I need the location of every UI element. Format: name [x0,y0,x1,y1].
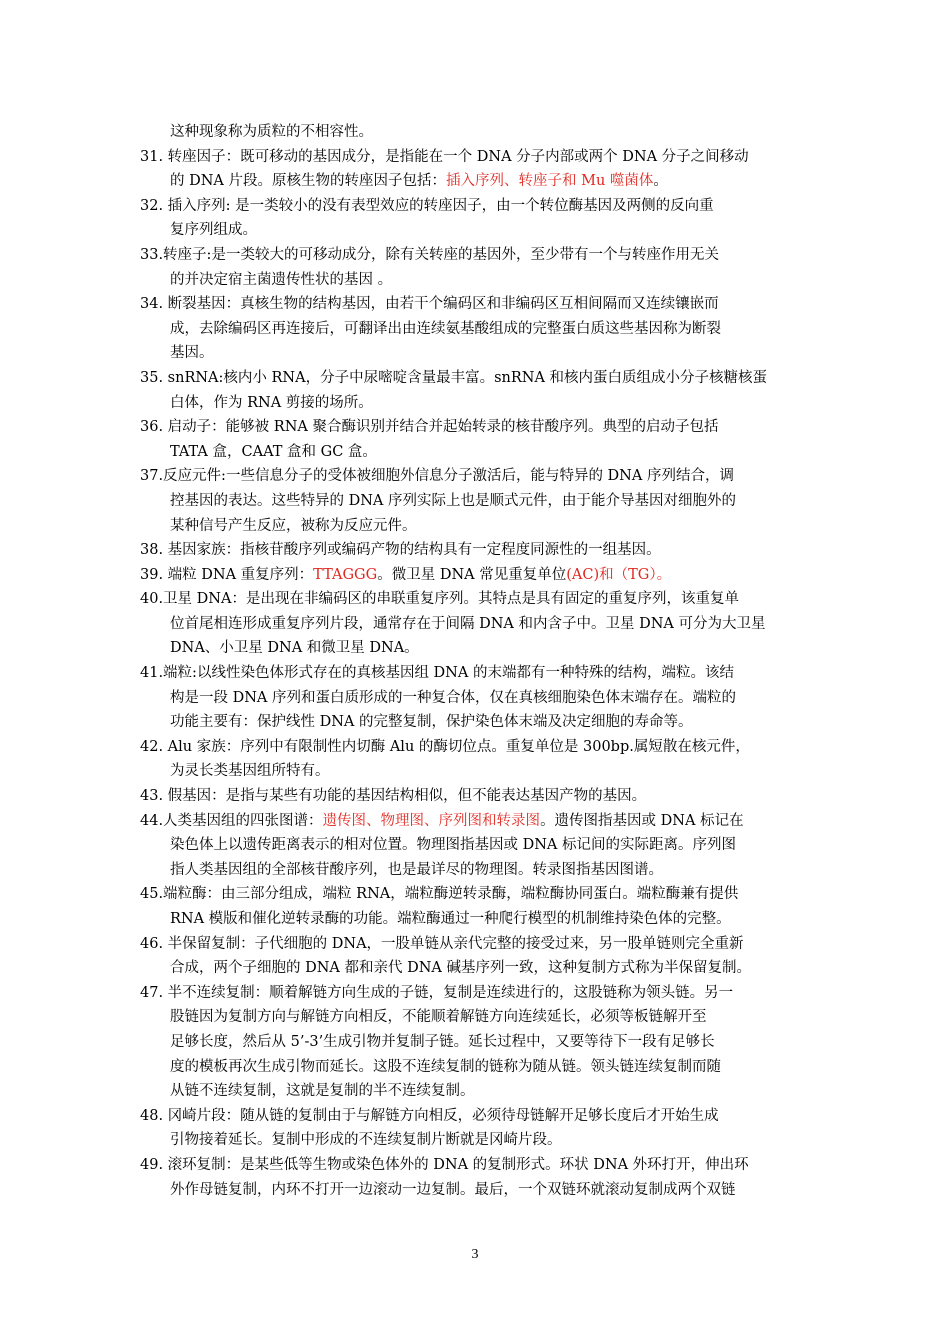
text-line [140,907,812,932]
text-run: 这种现象称为质粒的不相容性。 [170,124,373,140]
text-run: 43. 假基因：是指与某些有功能的基因结构相似，但不能表达基因产物的基因。 [140,788,647,805]
text-run: 股链因为复制方向与解链方向相反，不能顺着解链方向连续延长，必须等板链解开至 [170,1009,707,1026]
text-run: 从链不连续复制，这就是复制的半不连续复制。 [170,1083,475,1100]
text-line [140,1128,812,1153]
text-run: 引物接着延长。复制中形成的不连续复制片断就是冈崎片段。 [170,1132,562,1149]
text-run: 。微卫星 DNA 常见重复单位 [377,566,567,583]
text-run: 成，去除编码区再连接后，可翻译出由连续氨基酸组成的完整蛋白质这些基因称为断裂 [170,320,721,337]
text-line [140,784,812,809]
text-line [140,268,812,293]
text-run: 38. 基因家族：指核苷酸序列或编码产物的结构具有一定程度同源性的一组基因。 [140,542,661,559]
text-line [140,833,812,858]
text-run: 46. 半保留复制：子代细胞的 DNA，一股单链从亲代完整的接受过来，另一股单链则完全重新 [140,935,744,952]
text-run: 48. 冈崎片段：随从链的复制由于与解链方向相反，必须待母链解开足够长度后才开始生成 [140,1107,719,1124]
text-run: 47. 半不连续复制：顺着解链方向生成的子链，复制是连续进行的，这股链称为领头链。另一 [140,984,734,1001]
text-line [140,1079,812,1104]
text-run: 白体，作为 RNA 剪接的场所。 [170,394,373,411]
text-run: 构是一段 DNA 序列和蛋白质形成的一种复合体，仅在真核细胞染色体末端存在。端粒的 [170,689,736,706]
text-line [140,932,812,957]
text-run: 40.卫星 DNA：是出现在非编码区的串联重复序列。其特点是具有固定的重复序列，该重复单 [140,591,739,608]
text-line [140,194,812,219]
text-run: 染色体上以遗传距离表示的相对位置。物理图指基因或 DNA 标记间的实际距离。序列图 [170,837,736,854]
text-line [140,1055,812,1080]
text-run: 某种信号产生反应，被称为反应元件。 [170,517,417,534]
text-line [140,981,812,1006]
text-line [140,120,812,145]
text-run: 41.端粒:以线性染色体形式存在的真核基因组 DNA 的末端都有一种特殊的结构，端粒。该结 [140,665,734,682]
document-body [140,120,812,1202]
text-line [140,612,812,637]
text-run: 。遗传图指基因或 DNA 标记在 [540,812,744,829]
text-run: DNA、小卫星 DNA 和微卫星 DNA。 [170,640,419,657]
text-line [140,440,812,465]
text-line [140,415,812,440]
text-run: 36. 启动子：能够被 RNA 聚合酶识别并结合并起始转录的核苷酸序列。典型的启动子包括 [140,419,719,436]
text-line [140,809,812,834]
text-run: 外作母链复制，内环不打开一边滚动一边复制。最后，一个双链环就滚动复制成两个双链 [170,1181,736,1198]
text-run: 控基因的表达。这些特异的 DNA 序列实际上也是顺式元件，由于能介导基因对细胞外的 [170,492,736,509]
text-run: 为灵长类基因组所特有。 [170,763,330,780]
text-run: 基因。 [170,345,214,362]
text-line [140,218,812,243]
text-run: 34. 断裂基因：真核生物的结构基因，由若干个编码区和非编码区互相间隔而又连续镶嵌而 [140,296,719,313]
text-run: 33.转座子:是一类较大的可移动成分，除有关转座的基因外，至少带有一个与转座作用无关 [140,246,719,263]
text-line [140,145,812,170]
text-line [140,341,812,366]
text-line [140,1030,812,1055]
text-line [140,1153,812,1178]
text-line [140,366,812,391]
text-run: 32. 插入序列: 是一类较小的没有表型效应的转座因子，由一个转位酶基因及两侧的反向重 [140,197,714,214]
text-run: 合成，两个子细胞的 DNA 都和亲代 DNA 碱基序列一致，这种复制方式称为半保留复制。 [170,960,752,977]
highlighted-text: TTAGGG [313,566,378,583]
text-run: 39. 端粒 DNA 重复序列： [140,566,314,583]
text-line [140,858,812,883]
text-run: 49. 滚环复制：是某些低等生物或染色体外的 DNA 的复制形式。环状 DNA 外环打开，伸出环 [140,1156,749,1173]
text-line [140,169,812,194]
text-line [140,538,812,563]
text-line [140,759,812,784]
text-run: 。 [653,173,668,190]
text-line [140,587,812,612]
text-line [140,317,812,342]
text-line [140,956,812,981]
text-run: 复序列组成。 [170,222,257,239]
text-run: 度的模板再次生成引物而延长。这股不连续复制的链称为随从链。领头链连续复制而随 [170,1058,721,1075]
text-line [140,243,812,268]
text-run: 35. snRNA:核内小 RNA，分子中尿嘧啶含量最丰富。snRNA 和核内蛋白质组成小分子核糖核蛋 [140,369,768,386]
text-line [140,514,812,539]
text-run: 31. 转座因子：既可移动的基因成分，是指能在一个 DNA 分子内部或两个 DNA 分子之间移动 [140,148,749,165]
text-line [140,391,812,416]
text-line [140,292,812,317]
text-line [140,563,812,588]
text-line [140,1005,812,1030]
text-run: 42. Alu 家族：序列中有限制性内切酶 Alu 的酶切位点。重复单位是 300bp.属短散在核元件， [140,738,750,755]
text-line [140,710,812,735]
text-line [140,636,812,661]
text-line [140,1104,812,1129]
text-run: RNA 模版和催化逆转录酶的功能。端粒酶通过一种爬行模型的机制维持染色体的完整。 [170,911,731,927]
highlighted-text: 插入序列、转座子和 Mu 噬菌体 [446,173,654,190]
text-line [140,686,812,711]
text-run: TATA 盒，CAAT 盒和 GC 盒。 [170,443,377,460]
text-run: 44.人类基因组的四张图谱： [140,812,323,829]
text-run: 足够长度，然后从 5’-3’生成引物并复制子链。延长过程中，又要等待下一段有足够长 [170,1033,715,1050]
highlighted-text: (AC)和（TG）。 [566,566,672,583]
page-number: 3 [471,1247,479,1262]
text-line [140,1178,812,1203]
text-run: 37.反应元件:一些信息分子的受体被细胞外信息分子激活后，能与特异的 DNA 序列结合，调 [140,468,734,485]
text-line [140,464,812,489]
text-line [140,735,812,760]
text-line [140,661,812,686]
text-run: 的并决定宿主菌遗传性状的基因 。 [170,271,393,288]
text-run: 的 DNA 片段。原核生物的转座因子包括： [170,173,447,190]
text-line [140,489,812,514]
text-run: 指人类基因组的全部核苷酸序列，也是最详尽的物理图。转录图指基因图谱。 [170,861,663,878]
text-run: 位首尾相连形成重复序列片段，通常存在于间隔 DNA 和内含子中。卫星 DNA 可分为大卫星 [170,615,766,632]
text-line [140,882,812,907]
text-run: 45.端粒酶：由三部分组成，端粒 RNA，端粒酶逆转录酶，端粒酶协同蛋白。端粒酶兼有提供 [140,886,739,903]
text-run: 功能主要有：保护线性 DNA 的完整复制，保护染色体末端及决定细胞的寿命等。 [170,714,693,731]
highlighted-text: 遗传图、物理图、序列图和转录图 [322,812,541,829]
